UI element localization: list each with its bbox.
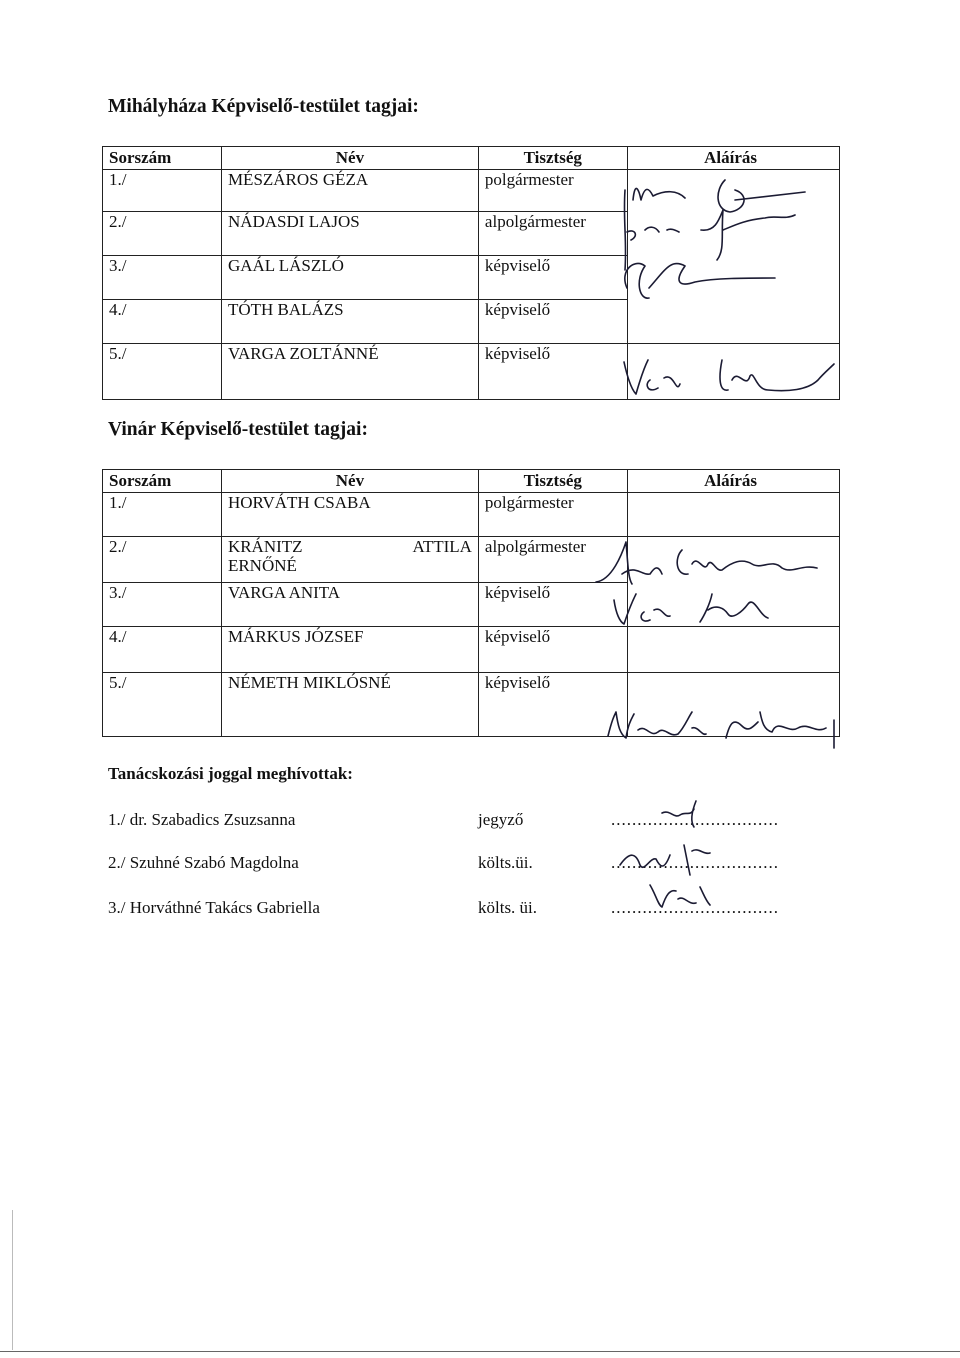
header-nev: Név (221, 470, 478, 493)
member-role: polgármester (478, 170, 627, 212)
row-number: 4./ (103, 300, 222, 344)
invitee-name: 2./ Szuhné Szabó Magdolna (108, 853, 299, 872)
table-row (103, 170, 840, 212)
member-role: képviselő (478, 583, 627, 627)
table-row (103, 537, 840, 583)
member-name: VARGA ANITA (221, 583, 478, 627)
member-name: VARGA ZOLTÁNNÉ (221, 344, 478, 400)
signature-line: ................................ (611, 898, 779, 917)
table-row (103, 493, 840, 537)
table-row (103, 344, 840, 400)
member-name: TÓTH BALÁZS (221, 300, 478, 344)
header-sorszam: Sorszám (103, 147, 222, 170)
member-name-part: ERNŐNÉ (227, 556, 297, 575)
signature-cell (627, 170, 839, 344)
member-name-part: KRÁNITZ (227, 537, 303, 556)
section-2-title: Vinár Képviselő-testület tagjai: (108, 419, 368, 440)
row-number: 1./ (103, 493, 222, 537)
member-name-part: ATTILA (412, 537, 472, 556)
row-number: 2./ (103, 537, 222, 583)
header-tisztseg: Tisztség (478, 470, 627, 493)
mihalyhaza-members-table (102, 146, 840, 400)
row-number: 1./ (103, 170, 222, 212)
invitee-role: költs. üi. (478, 898, 538, 917)
row-number: 4./ (103, 627, 222, 673)
scan-margin-mark (12, 1210, 13, 1350)
signature-line: ................................ (611, 810, 779, 829)
header-alairas: Aláírás (627, 470, 839, 493)
member-name (221, 537, 478, 583)
table-header-row (103, 147, 840, 170)
member-role: képviselő (478, 673, 627, 737)
invitee-role: jegyző (478, 810, 524, 829)
vinar-members-table (102, 469, 840, 737)
member-role: képviselő (478, 300, 627, 344)
row-number: 3./ (103, 256, 222, 300)
invitee-name: 1./ dr. Szabadics Zsuzsanna (108, 810, 296, 829)
member-role: alpolgármester (478, 537, 627, 583)
member-name: NÁDASDI LAJOS (221, 212, 478, 256)
signature-cell (627, 537, 839, 627)
invitee-role: költs.üi. (478, 853, 533, 872)
header-tisztseg: Tisztség (478, 147, 627, 170)
row-number: 3./ (103, 583, 222, 627)
row-number: 5./ (103, 344, 222, 400)
signature-cell (627, 673, 839, 737)
member-role: polgármester (478, 493, 627, 537)
section-3-title: Tanácskozási joggal meghívottak: (108, 764, 353, 783)
member-name-line (228, 537, 472, 556)
table-row (103, 627, 840, 673)
member-name: NÉMETH MIKLÓSNÉ (221, 673, 478, 737)
table-header-row (103, 470, 840, 493)
member-role: képviselő (478, 627, 627, 673)
member-role: alpolgármester (478, 212, 627, 256)
signature-cell (627, 627, 839, 673)
invitee-name: 3./ Horváthné Takács Gabriella (108, 898, 320, 917)
row-number: 2./ (103, 212, 222, 256)
header-sorszam: Sorszám (103, 470, 222, 493)
section-1-title: Mihályháza Képviselő-testület tagjai: (108, 96, 419, 117)
signature-line: ................................ (611, 853, 779, 872)
header-alairas: Aláírás (627, 147, 839, 170)
member-role: képviselő (478, 344, 627, 400)
member-name: MÁRKUS JÓZSEF (221, 627, 478, 673)
member-role: képviselő (478, 256, 627, 300)
row-number: 5./ (103, 673, 222, 737)
signature-cell (627, 493, 839, 537)
member-name: MÉSZÁROS GÉZA (221, 170, 478, 212)
scan-bottom-edge (0, 1351, 960, 1352)
member-name: HORVÁTH CSABA (221, 493, 478, 537)
member-name: GAÁL LÁSZLÓ (221, 256, 478, 300)
signature-cell (627, 344, 839, 400)
header-nev: Név (221, 147, 478, 170)
table-row (103, 673, 840, 737)
